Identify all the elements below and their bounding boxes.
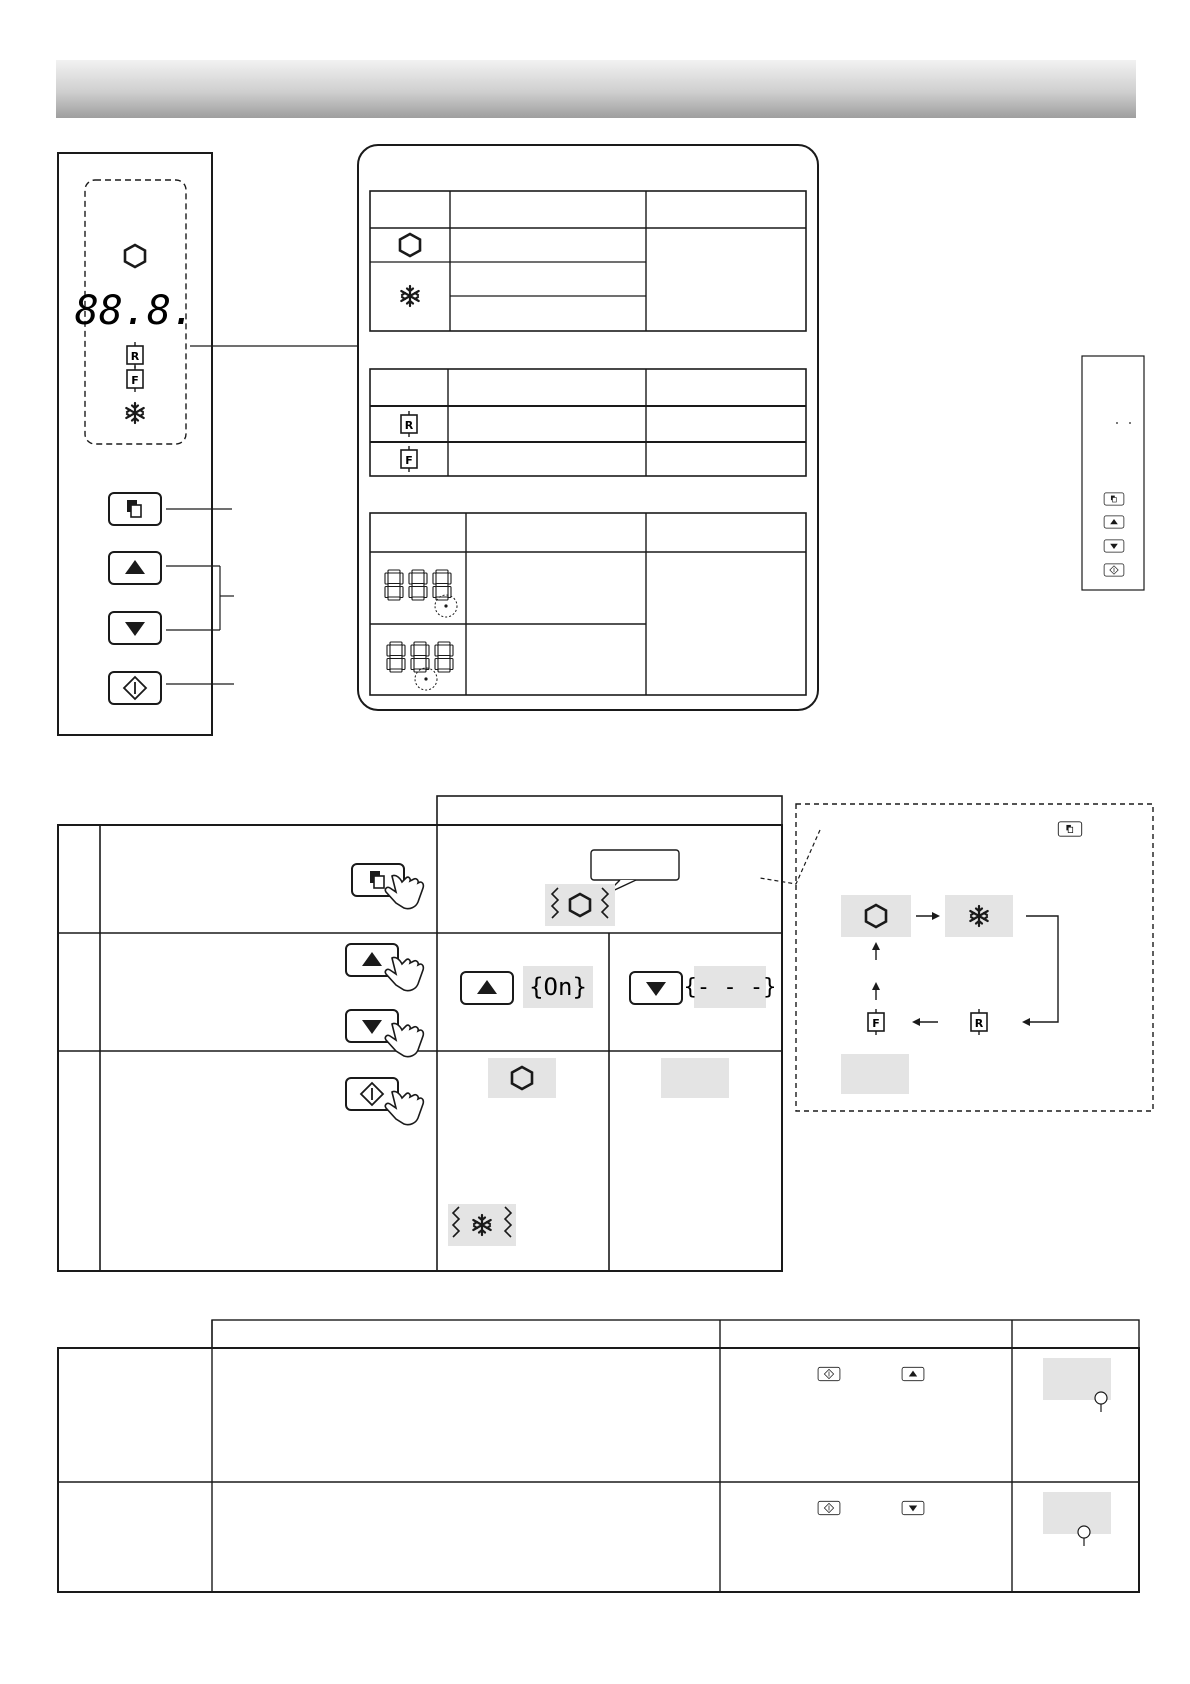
on-display: {On} (529, 973, 587, 1001)
mode-r-indicator: R (130, 350, 140, 363)
mode-f-indicator: F (131, 374, 139, 387)
bottom-table (58, 1320, 1139, 1592)
step-table (58, 796, 782, 1271)
segment-display: 88.8. (74, 288, 196, 334)
mode-cycle-box (760, 804, 1153, 1111)
svg-text:F: F (872, 1017, 880, 1030)
start-button[interactable] (109, 672, 161, 704)
indicator-info-box (358, 145, 818, 710)
svg-text:R: R (404, 419, 414, 432)
svg-text:F: F (405, 454, 413, 467)
mini-panel (1082, 356, 1144, 590)
up-arrow-button[interactable] (109, 552, 161, 584)
svg-text:R: R (974, 1017, 984, 1030)
control-panel (58, 153, 358, 735)
off-display: {- - -} (683, 975, 777, 1000)
mode-select-button[interactable] (109, 493, 161, 525)
down-arrow-button[interactable] (109, 612, 161, 644)
